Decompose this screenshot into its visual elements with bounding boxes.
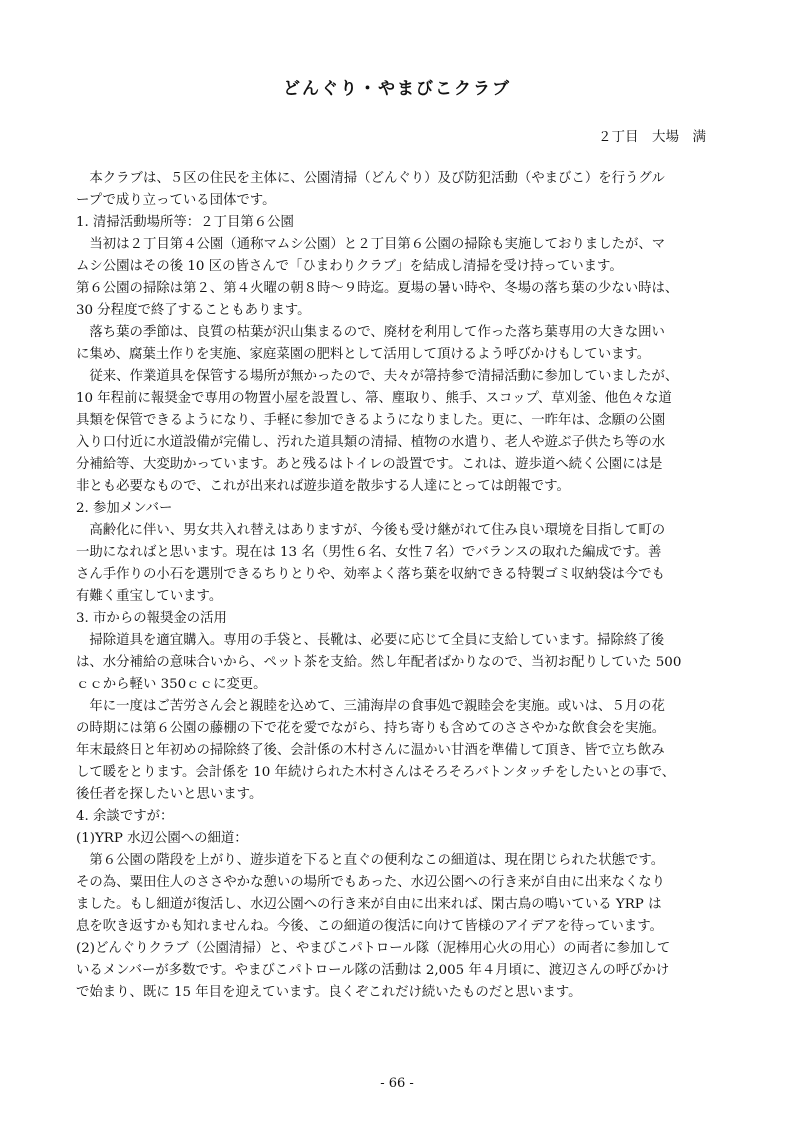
text-line: 第６公園の掃除は第２、第４火曜の朝８時～９時迄。夏場の暑い時や、冬場の落ち葉の少ない時は、 — [76, 281, 679, 296]
text-line: 一助になればと思います。現在は 13 名（男性６名、女性７名）でバランスの取れた編成です。善 — [76, 545, 662, 560]
text-line: 具類を保管できるようになり、手軽に参加できるようになりました。更に、一昨年は、念願の公園 — [76, 413, 666, 428]
text-line: 分補給等、大変助かっています。あと残るはトイレの設置です。これは、遊歩道へ続く公園には是 — [76, 457, 663, 472]
text-line: 4. 余談ですが： — [76, 809, 174, 824]
text-line: して暖をとります。会計係を 10 年続けられた木村さんはそろそろバトンタッチをしたいとの事で、 — [76, 765, 676, 780]
text-line: 有難く重宝しています。 — [76, 589, 223, 604]
text-line: 入り口付近に水道設備が完備し、汚れた道具類の清掃、植物の水遣り、老人や遊ぶ子供たち等の水 — [76, 435, 666, 450]
text-line: 当初は２丁目第４公園（通称マムシ公園）と２丁目第６公園の掃除も実施しておりましたが、マ — [76, 237, 666, 252]
text-line: で始まり、既に 15 年目を迎えています。良くぞこれだけ続いたものだと思います。 — [76, 985, 582, 1000]
text-line: 息を吹き返すかも知れませんね。今後、この細道の復活に向けて皆様のアイデアを待っています。 — [76, 919, 663, 934]
text-line: 高齢化に伴い、男女共入れ替えはありますが、今後も受け継がれて住み良い環境を目指して町の — [76, 523, 666, 538]
text-line: 30 分程度で終了することもあります。 — [76, 303, 311, 318]
page-number: - 66 - — [380, 1076, 414, 1091]
text-line: いるメンバーが多数です。やまびこパトロール隊の活動は 2,005 年４月頃に、渡辺さんの呼びかけ — [76, 963, 670, 978]
text-line: ープで成り立っている団体です。 — [76, 193, 276, 208]
text-line: 後任者を探したいと思います。 — [76, 787, 263, 802]
text-line: 従来、作業道具を保管する場所が無かったので、夫々が箒持参で清掃活動に参加していましたが、 — [76, 369, 679, 384]
text-line: その為、粟田住人のささやかな憩いの場所でもあった、水辺公園への行き来が自由に出来なくなり — [76, 875, 666, 890]
text-line: は、水分補給の意味合いから、ペット茶を支給。然し年配者ばかりなので、当初お配りしていた 500 — [76, 655, 682, 670]
text-line: (1)YRP 水辺公園への細道： — [76, 831, 248, 846]
text-line: 第６公園の階段を上がり、遊歩道を下ると直ぐの便利なこの細道は、現在閉じられた状態です。 — [76, 853, 665, 868]
text-line: 年に一度はご苦労さん会と親睦を込めて、三浦海岸の食事処で親睦会を実施。或いは、５月の花 — [76, 699, 665, 714]
author-line: ２丁目 大場 满 — [598, 129, 706, 145]
text-line: 2. 参加メンバー — [76, 501, 173, 516]
text-line: 落ち葉の季節は、良質の枯葉が沢山集まるので、廃材を利用して作った落ち葉専用の大きな囲い — [76, 325, 665, 340]
text-line: 3. 市からの報奨金の活用 — [76, 611, 227, 626]
text-line: (2)どんぐりクラブ（公園清掃）と、やまびこパトロール隊（泥棒用心火の用心）の両者に参加して — [76, 941, 671, 956]
text-line: の時期には第６公園の藤棚の下で花を愛でながら、持ち寄りも含めてのささやかな飲食会を実施。 — [76, 721, 666, 736]
page-title: どんぐり・やまびこクラブ — [283, 79, 511, 99]
text-line: 10 年程前に報奨金で専用の物置小屋を設置し、箒、塵取り、熊手、スコップ、草刈釜、他色々な道 — [76, 391, 672, 406]
text-line: 非とも必要なもので、これが出来れば遊歩道を散歩する人達にとっては朗報です。 — [76, 479, 570, 494]
text-line: 年末最終日と年初めの掃除終了後、会計係の木村さんに温かい甘酒を準備して頂き、皆で立ち飲み — [76, 743, 665, 758]
text-line: ｃｃから軽い 350ｃｃに変更。 — [76, 677, 267, 692]
text-line: ムシ公園はその後 10 区の皆さんで「ひまわりクラブ」を結成し清掃を受け持っています。 — [76, 259, 623, 274]
text-line: さん手作りの小石を選別できるちりとりや、効率よく落ち葉を収納できる特製ゴミ収納袋は今でも — [76, 567, 665, 582]
text-line: 1. 清掃活動場所等：２丁目第６公園 — [76, 215, 294, 230]
text-line: に集め、腐葉土作りを実施、家庭菜園の肥料として活用して頂けるよう呼びかけもしています。 — [76, 347, 651, 362]
text-line: 掃除道具を適宜購入。専用の手袋と、長靴は、必要に応じて全員に支給しています。掃除終了後 — [76, 633, 665, 648]
text-line: 本クラブは、５区の住民を主体に、公園清掃（どんぐり）及び防犯活動（やまびこ）を行うグル — [76, 171, 665, 186]
body-text — [76, 168, 719, 1004]
text-line: ました。もし細道が復活し、水辺公園への行き来が自由に出来れば、閑古鳥の鳴いている YRP は — [76, 897, 662, 912]
